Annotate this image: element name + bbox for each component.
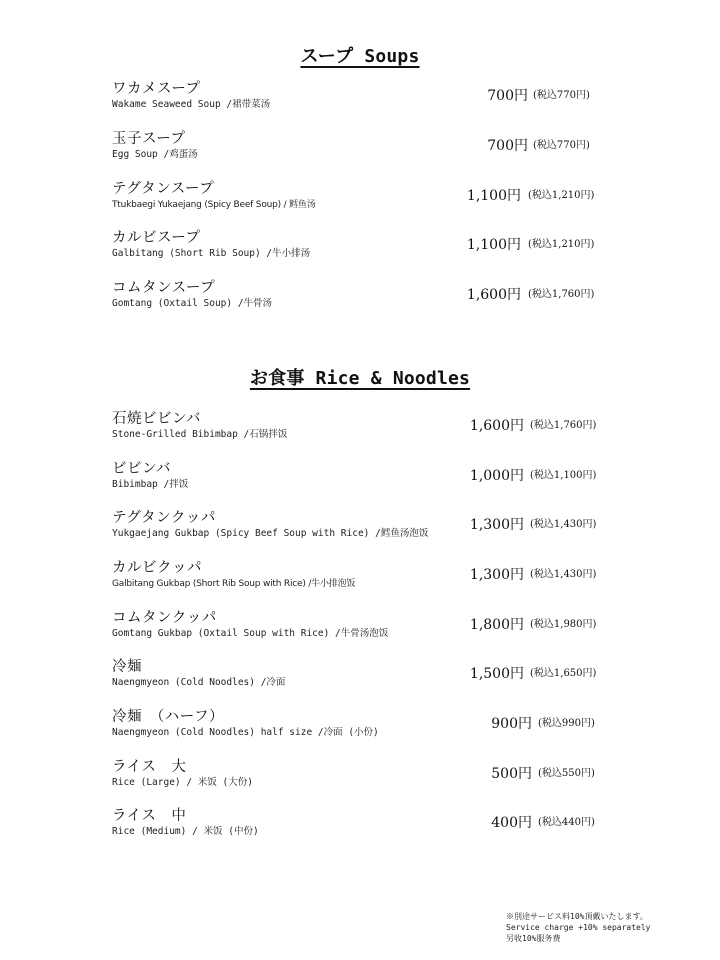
item-price-tax: (税込1,760円) [528, 289, 595, 300]
item-name-en: Rice (Medium) / 米饭 (中份) [112, 826, 259, 837]
item-price-tax: (税込1,210円) [528, 239, 595, 250]
item-name-jp: コムタンスープ [112, 280, 216, 296]
menu-item-tegutan-gukbap [0, 509, 720, 549]
menu-item-rice-large [0, 758, 720, 798]
item-price-tax: (税込550円) [538, 768, 595, 779]
menu-item-gomtang-gukbap [0, 609, 720, 649]
item-price: 900円 [491, 716, 532, 732]
item-name-en: Ttukbaegi Yukaejang (Spicy Beef Soup) / 鳕鱼汤 [112, 200, 316, 210]
item-price-tax: (税込770円) [533, 90, 590, 101]
item-name-jp: 玉子スープ [112, 131, 186, 147]
item-name-en: Galbitang (Short Rib Soup) /牛小排汤 [112, 248, 311, 259]
item-name-jp: カルビクッパ [112, 560, 202, 576]
item-name-jp: 石焼ビビンバ [112, 411, 201, 427]
item-name-en: Egg Soup /鸡蛋汤 [112, 149, 198, 160]
item-name-jp: ライス 大 [112, 759, 187, 775]
menu-item-wakame-soup [0, 80, 720, 120]
item-name-jp: コムタンクッパ [112, 610, 217, 626]
menu-item-galbi-soup [0, 229, 720, 269]
menu-item-gomtang-soup [0, 279, 720, 319]
menu-item-bibimbap [0, 460, 720, 500]
menu-item-egg-soup [0, 130, 720, 170]
section-title-soups [0, 42, 720, 68]
item-name-jp: 冷麺 （ハーフ） [112, 709, 225, 725]
item-price-tax: (税込1,210円) [528, 190, 595, 201]
item-name-jp: テグタンクッパ [112, 510, 216, 526]
item-price-tax: (税込990円) [538, 718, 595, 729]
item-name-jp: ワカメスープ [112, 81, 201, 97]
menu-item-naengmyeon [0, 658, 720, 698]
menu-item-tegutan-soup [0, 180, 720, 220]
item-name-en: Yukgaejang Gukbap (Spicy Beef Soup with Rice) /鳕鱼汤泡饭 [112, 528, 429, 539]
item-price: 1,100円 [466, 237, 521, 253]
item-price: 400円 [491, 815, 532, 831]
item-name-en: Wakame Seaweed Soup /裙带菜汤 [112, 99, 271, 110]
item-name-en: Gomtang Gukbap (Oxtail Soup with Rice) /牛骨汤泡饭 [112, 628, 389, 639]
item-price: 1,000円 [469, 468, 524, 484]
item-name-jp: カルビスープ [112, 230, 201, 246]
menu-item-naengmyeon-half [0, 708, 720, 748]
menu-item-galbi-gukbap [0, 559, 720, 599]
item-name-jp: テグタンスープ [112, 181, 215, 197]
section-title-rice-noodles-text: お食事 Rice & Noodles [249, 368, 471, 389]
item-price: 1,500円 [469, 666, 524, 682]
menu-item-rice-medium [0, 807, 720, 847]
item-price: 700円 [487, 88, 528, 104]
service-charge-note [506, 911, 651, 944]
menu-item-stone-bibimbap [0, 410, 720, 450]
item-price-tax: (税込1,980円) [530, 619, 597, 630]
item-price: 1,800円 [469, 617, 524, 633]
item-price-tax: (税込1,650円) [530, 668, 597, 679]
item-price: 1,100円 [466, 188, 521, 204]
item-name-en: Naengmyeon (Cold Noodles) /冷面 [112, 677, 286, 688]
item-name-en: Naengmyeon (Cold Noodles) half size /冷面 (小份) [112, 727, 379, 738]
item-price: 500円 [491, 766, 532, 782]
item-price: 1,600円 [466, 287, 521, 303]
item-price-tax: (税込1,430円) [530, 519, 597, 530]
section-title-soups-text: スープ Soups [300, 46, 420, 67]
item-price: 1,300円 [469, 517, 524, 533]
item-name-en: Gomtang (Oxtail Soup) /牛骨汤 [112, 298, 273, 309]
item-name-en: Bibimbap /拌饭 [112, 479, 189, 490]
item-name-jp: 冷麺 [112, 659, 142, 675]
item-name-jp: ビビンバ [112, 461, 171, 477]
item-name-en: Rice (Large) / 米饭 (大份) [112, 777, 253, 788]
item-name-en: Galbitang Gukbap (Short Rib Soup with Rice) /牛小排泡饭 [112, 579, 356, 589]
service-charge-note-en: Service charge +10% separately [506, 923, 651, 932]
item-price: 1,600円 [469, 418, 524, 434]
item-name-en: Stone-Grilled Bibimbap /石锅拌饭 [112, 429, 288, 440]
service-charge-note-jp: ※別途サービス料10%頂戴いたします。 [506, 912, 648, 921]
item-name-jp: ライス 中 [112, 808, 187, 824]
item-price: 700円 [487, 138, 528, 154]
item-price: 1,300円 [469, 567, 524, 583]
item-price-tax: (税込1,760円) [530, 420, 597, 431]
item-price-tax: (税込770円) [533, 140, 590, 151]
service-charge-note-zh: 另收10%服务费 [506, 934, 561, 943]
item-price-tax: (税込440円) [538, 817, 595, 828]
item-price-tax: (税込1,100円) [530, 470, 597, 481]
section-title-rice-noodles [0, 364, 720, 390]
item-price-tax: (税込1,430円) [530, 569, 597, 580]
